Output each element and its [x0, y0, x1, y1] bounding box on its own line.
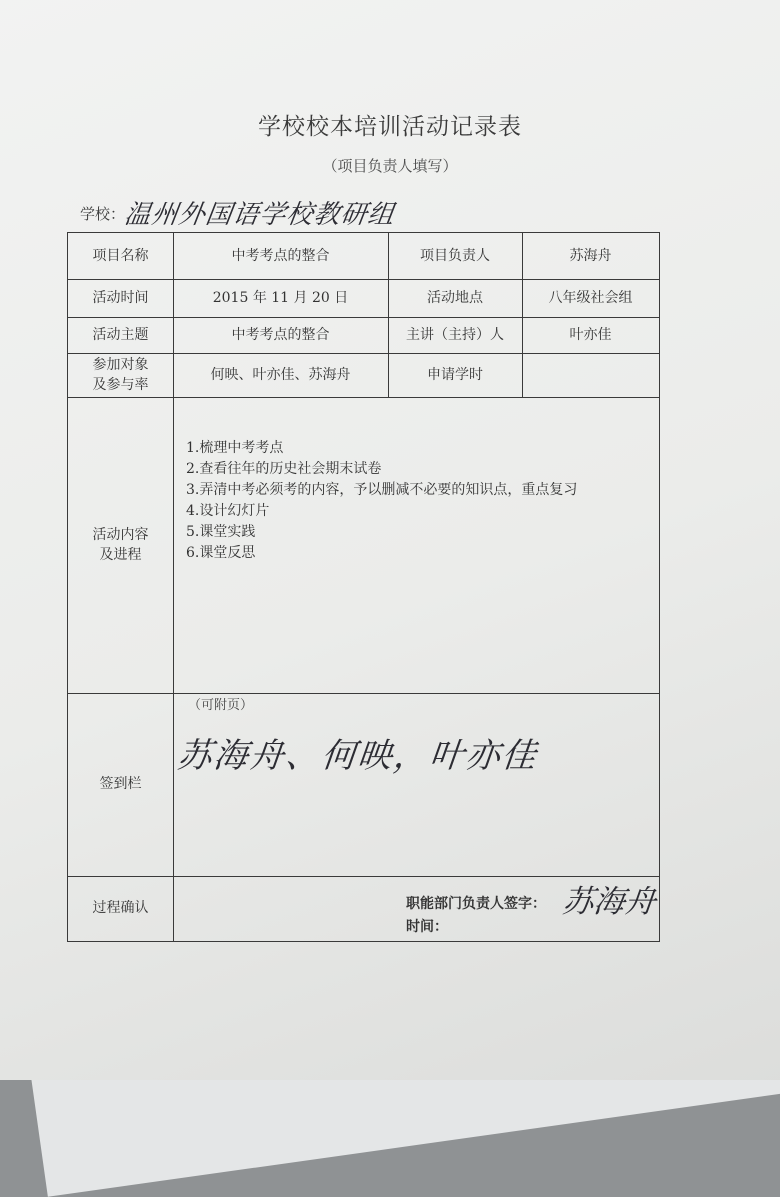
activity-theme-label: 活动主题: [92, 326, 149, 343]
content-item: 5.课堂实践: [186, 524, 256, 540]
content-item: 3.弄清中考必须考的内容，予以删减不必要的知识点，重点复习: [186, 482, 578, 498]
project-name-value: 中考考点的整合: [231, 247, 330, 264]
project-lead-value: 苏海舟: [569, 247, 612, 264]
confirm-time-label: 时间：: [406, 919, 448, 935]
participants-label-line1: 参加对象: [92, 356, 149, 373]
content-item: 4.设计幻灯片: [186, 503, 270, 519]
content-label-line1: 活动内容: [92, 526, 149, 543]
attach-note: （可附页）: [188, 698, 254, 713]
school-label: 学校：: [80, 205, 126, 223]
activity-theme-value: 中考考点的整合: [231, 326, 330, 343]
activity-time-label: 活动时间: [92, 289, 149, 306]
content-label: [68, 397, 173, 693]
project-lead-label: 项目负责人: [420, 247, 490, 264]
form-subtitle: （项目负责人填写）: [322, 157, 458, 175]
content-label-line2: 及进程: [99, 547, 142, 563]
content-item: 2.查看往年的历史社会期末试卷: [186, 461, 382, 477]
activity-place-label: 活动地点: [427, 289, 483, 306]
speaker-label: 主讲（主持）人: [406, 326, 504, 343]
participants-label-line2: 及参与率: [92, 377, 149, 393]
participants-label: [68, 353, 173, 397]
content-list: [186, 438, 577, 564]
confirm-label: 过程确认: [92, 900, 149, 917]
project-name-label: 项目名称: [92, 247, 149, 264]
signin-label: 签到栏: [99, 776, 142, 793]
signin-handwritten: 苏海舟、何映，叶亦佳: [175, 736, 540, 776]
hours-value: [522, 353, 659, 397]
content-item: 1.梳理中考考点: [186, 440, 284, 456]
activity-place-value: 八年级社会组: [548, 289, 633, 306]
content-item: 6.课堂反思: [186, 545, 256, 561]
dept-signature: 苏海舟: [560, 884, 658, 920]
speaker-value: 叶亦佳: [569, 326, 612, 343]
dept-sign-label: 职能部门负责人签字：: [406, 896, 546, 912]
hours-label: 申请学时: [427, 366, 483, 383]
form-title: 学校校本培训活动记录表: [258, 114, 522, 140]
participants-value: 何映、叶亦佳、苏海舟: [210, 366, 351, 383]
school-handwritten: 温州外国语学校教研组: [122, 200, 397, 230]
activity-time-value: 2015 年 11 月 20 日: [212, 289, 349, 306]
record-table: [67, 232, 660, 942]
